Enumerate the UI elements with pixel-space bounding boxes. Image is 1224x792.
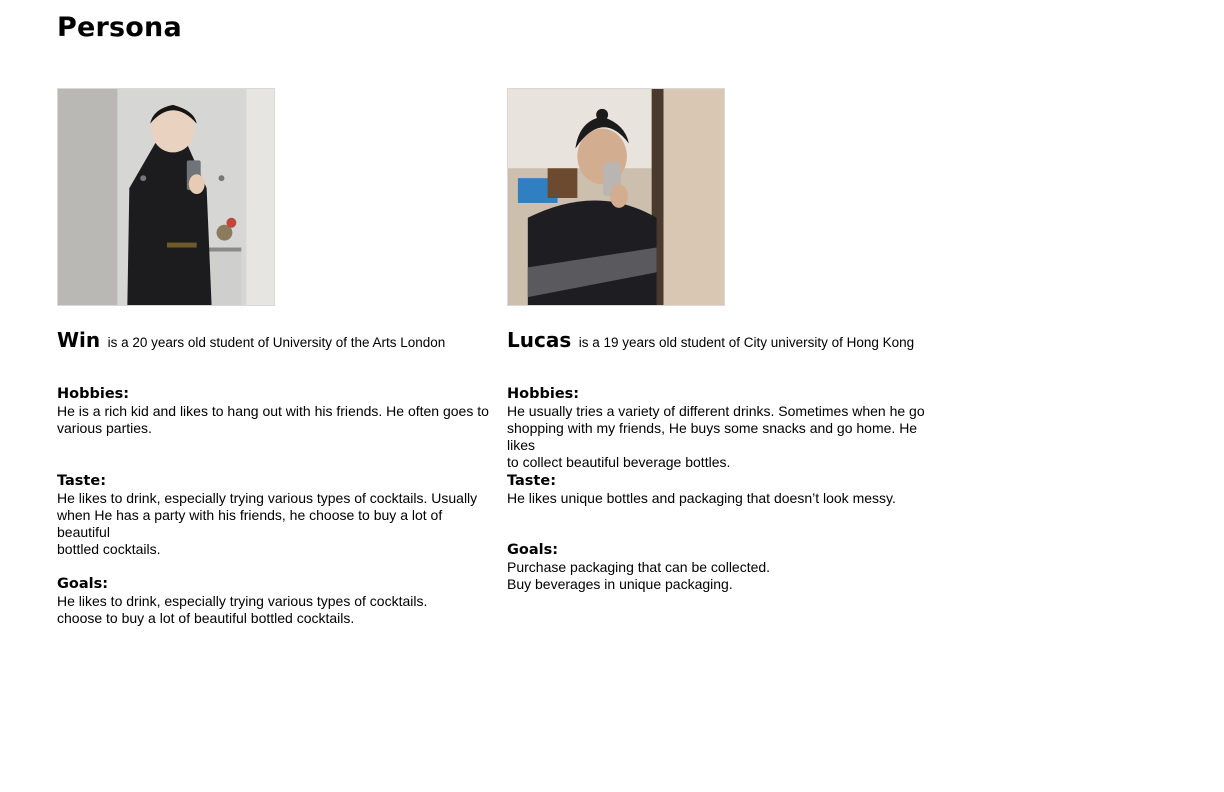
hobbies-text: He usually tries a variety of different drinks. Sometimes when he go shopping with my friends, He buys some snacks and go home. He likes to collect beautiful beverage bottles. — [507, 403, 925, 470]
taste-label: Taste: — [507, 473, 557, 489]
goals-section — [507, 542, 937, 593]
persona-card-win — [57, 88, 497, 626]
goals-text: He likes to drink, especially trying various types of cocktails. choose to buy a lot of beautiful bottled cocktails. — [57, 593, 428, 626]
hobbies-section — [507, 386, 937, 471]
hobbies-text: He is a rich kid and likes to hang out with his friends. He often goes to various parties. — [57, 403, 489, 436]
persona-name: Win — [57, 328, 101, 352]
hobbies-label: Hobbies: — [507, 386, 580, 402]
persona-intro — [57, 328, 497, 352]
page-title: Persona — [57, 12, 182, 43]
goals-label: Goals: — [507, 542, 559, 558]
persona-photo-win — [57, 88, 275, 306]
persona-intro-text: is a 19 years old student of City university of Hong Kong — [578, 335, 915, 350]
goals-label: Goals: — [57, 576, 109, 592]
taste-text: He likes unique bottles and packaging that doesn’t look messy. — [507, 490, 896, 506]
goals-text: Purchase packaging that can be collected. Buy beverages in unique packaging. — [507, 559, 771, 592]
taste-label: Taste: — [57, 473, 107, 489]
taste-text: He likes to drink, especially trying various types of cocktails. Usually when He has a party with his friends, he choose to buy a lot of beautiful bottled cocktails. — [57, 490, 478, 557]
hobbies-section — [57, 386, 497, 437]
persona-intro — [507, 328, 937, 352]
goals-section — [57, 576, 497, 627]
persona-card-lucas — [507, 88, 937, 592]
persona-name: Lucas — [507, 328, 572, 352]
taste-section — [507, 473, 937, 507]
taste-section — [57, 473, 497, 558]
hobbies-label: Hobbies: — [57, 386, 130, 402]
persona-photo-lucas — [507, 88, 725, 306]
persona-intro-text: is a 20 years old student of University of the Arts London — [107, 335, 446, 350]
